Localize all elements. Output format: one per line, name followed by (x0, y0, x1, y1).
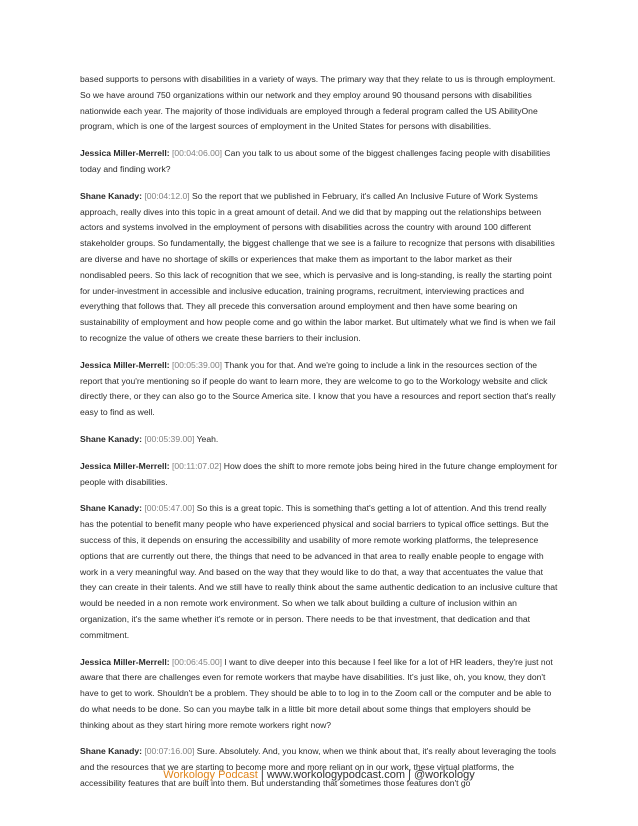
speaker-name: Shane Kanady: (80, 433, 142, 444)
paragraph-text: So this is a great topic. This is something that's getting a lot of attention. And this trend really has the potential to benefit many people who have experienced physical and social barriers to typical office settings. But the success of this, it depends on ensuring the accessibility and usability of more remote working platforms, the telepresence options that are currently out there, the things that need to be advanced in that area to really enable people to engage with work in a very meaningful way. And based on the way that they would like to do that, a way that accentuates the value that they can create in their talents. And we still have to really think about the same authentic dedication to an inclusive culture that would be needed in a non remote work environment. So when we talk about building a culture of inclusion within an organization, it's the same whether it's remote or in person. There needs to be that investment, that dedication and that commitment. (80, 503, 558, 640)
timestamp: [00:11:07.02] (171, 460, 222, 471)
paragraph-text: Yeah. (196, 433, 219, 444)
paragraph-text: Sure. Absolutely. And, you know, when we think about that, it's really about leveraging the tools and the resources that we are starting to become more and more reliant on in our work, these virtual platforms, the accessibility features that are built into them. But understanding that sometimes those features don't go (80, 746, 557, 789)
footer-brand-link[interactable]: Workology Podcast (163, 769, 258, 781)
page-footer (0, 768, 638, 782)
speaker-name: Jessica Miller-Merrell: (80, 359, 170, 370)
transcript-paragraph (80, 146, 558, 178)
transcript-paragraph (80, 459, 558, 491)
speaker-name: Shane Kanady: (80, 503, 142, 514)
transcript-paragraph (80, 655, 558, 734)
speaker-name: Jessica Miller-Merrell: (80, 460, 170, 471)
footer-separator: | (408, 769, 411, 781)
footer-url-link[interactable]: www.workologypodcast.com (266, 769, 406, 781)
paragraph-text: Thank you for that. And we're going to include a link in the resources section of the report that you're mentioning so if people do want to learn more, they are welcome to go to the Workology website and click directly there, or they can also go to the Source America site. I know that you have a resources and report section that's really easy to find as well. (80, 359, 556, 418)
speaker-name: Jessica Miller-Merrell: (80, 656, 170, 667)
timestamp: [00:05:47.00] (144, 503, 195, 514)
transcript-paragraph (80, 358, 558, 421)
speaker-name: Jessica Miller-Merrell: (80, 148, 170, 159)
paragraph-text: So the report that we published in February, it's called An Inclusive Future of Work Systems approach, really dives into this topic in a great amount of detail. And we did that by mapping out the relationships between actors and systems involved in the employment of persons with disabilities across the country with around 100 different stakeholder groups. So fundamentally, the biggest challenge that we see is a failure to recognize that persons with disabilities are diverse and have no shortage of skills or experiences that make them as important to the labor market as their nondisabled peers. So this lack of recognition that we see, which is pervasive and is long-standing, is really the starting point for under-investment in accessible and inclusive education, training programs, recruitment, interviewing practices and everything that follows that. They all precede this conversation around employment and then have some bearing on sustainability of employment and how people come and go within the labor market. But ultimately what we find is when we fail to recognize the value of others we create these barriers to their inclusion. (80, 190, 556, 343)
transcript-body (80, 72, 558, 803)
footer-handle-link[interactable]: @workology (414, 769, 475, 781)
speaker-name: Shane Kanady: (80, 190, 142, 201)
timestamp: [00:05:39.00] (144, 433, 195, 444)
paragraph-text: Can you talk to us about some of the biggest challenges facing people with disabilities today and finding work? (80, 148, 551, 174)
paragraph-text: based supports to persons with disabilities in a variety of ways. The primary way that they relate to us is through employment. So we have around 750 organizations within our network and they employ around 90 thousand persons with disabilities nationwide each year. The majority of those individuals are employed through a federal program called the US AbilityOne program, which is one of the largest sources of employment in the United States for persons with disabilities. (80, 74, 556, 132)
timestamp: [00:04:12.0] (144, 190, 190, 201)
footer-separator: | (260, 769, 264, 781)
transcript-paragraph (80, 432, 558, 448)
timestamp: [00:06:45.00] (171, 656, 223, 667)
timestamp: [00:05:39.00] (171, 359, 223, 370)
paragraph-text: I want to dive deeper into this because I feel like for a lot of HR leaders, they're just not aware that there are challenges even for remote workers that maybe have disabilities. It's just like, oh, you know, they don't have to get to work. Shouldn't be a problem. They should be able to to log in to the Zoom call or the computer and be able to do what needs to be done. So can you maybe talk in a little bit more detail about some things that employers should be thinking about as they start hiring more remote workers right now? (80, 656, 553, 730)
timestamp: [00:04:06.00] (171, 148, 223, 159)
speaker-name: Shane Kanady: (80, 746, 142, 757)
transcript-paragraph (80, 189, 558, 347)
transcript-paragraph (80, 501, 558, 643)
paragraph-text: How does the shift to more remote jobs being hired in the future change employment for people with disabilities. (80, 460, 558, 487)
transcript-paragraph (80, 72, 558, 135)
timestamp: [00:07:16.00] (144, 746, 195, 757)
